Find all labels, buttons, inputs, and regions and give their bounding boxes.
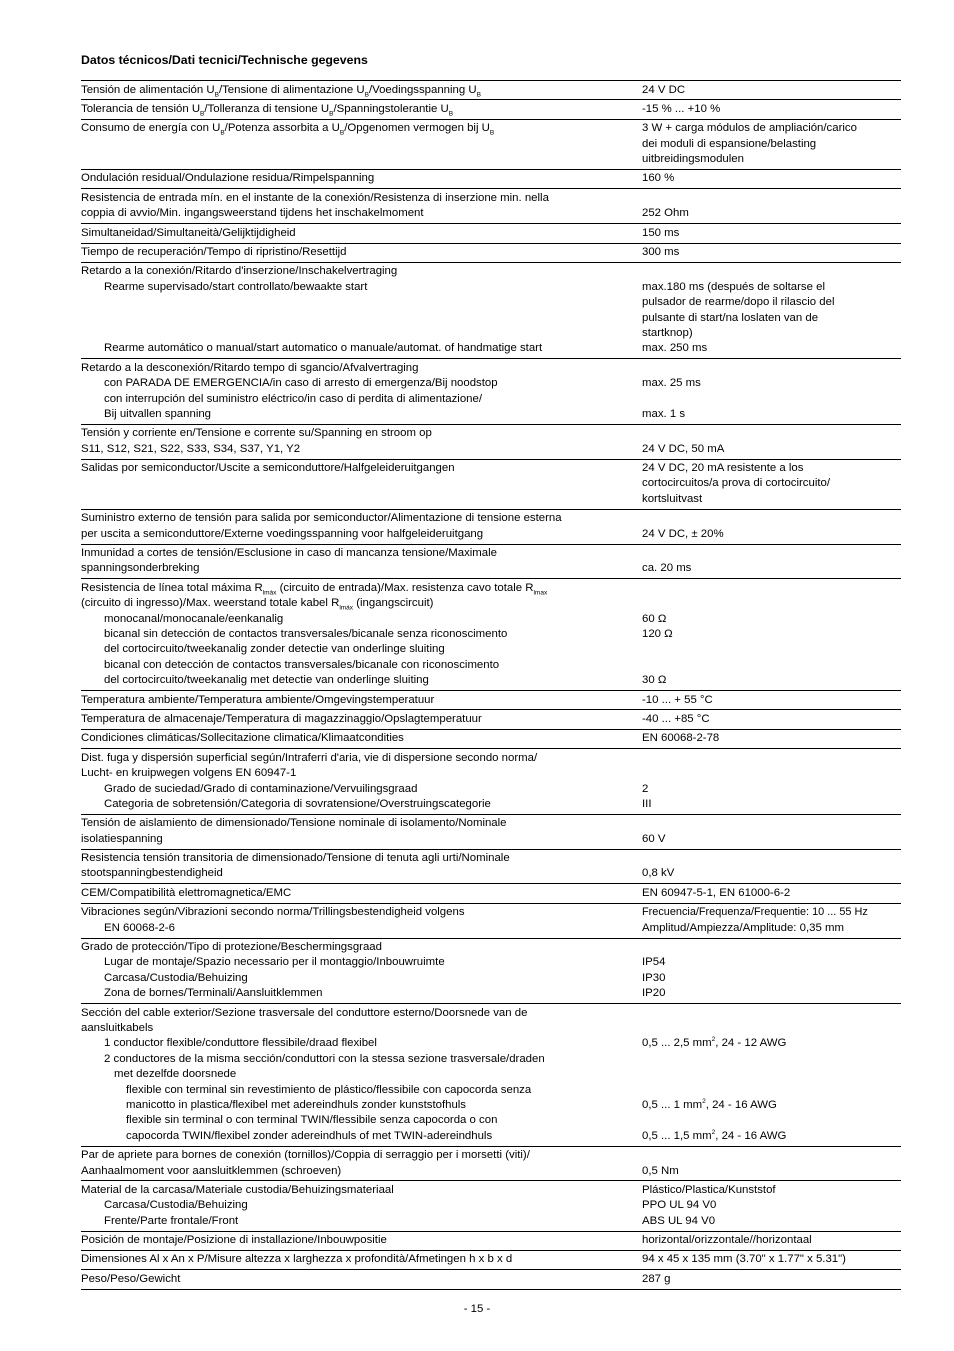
spec-value	[642, 102, 901, 117]
spec-row	[81, 81, 901, 100]
spec-label-line: Grado de protección/Tipo di protezione/Beschermingsgraad	[81, 941, 382, 954]
page-number: - 15 -	[463, 1303, 491, 1315]
spec-value	[642, 940, 901, 1002]
spec-value	[642, 1006, 901, 1145]
spec-label-line: Temperatura de almacenaje/Temperatura di magazzinaggio/Opslagtemperatuur	[81, 712, 482, 725]
spec-label	[81, 1252, 642, 1267]
spec-value-line: pulsante di start/na loslaten van de	[642, 311, 819, 324]
spec-label-line: bicanal sin detección de contactos transversales/bicanale senza riconoscimento	[104, 628, 508, 640]
spec-label-line: Rearme supervisado/start controllato/bewaakte start	[104, 280, 368, 293]
spec-label-line	[81, 311, 642, 326]
spec-label-line: 1 conductor flexible/conduttore flessibile/draad flexibel	[104, 1037, 377, 1050]
spec-row	[81, 460, 901, 510]
spec-label-line	[81, 295, 642, 310]
spec-value-line: 287 g	[642, 1272, 671, 1285]
spec-value	[642, 851, 901, 882]
spec-label-line: Tensión de aislamiento de dimensionado/Tensione nominale di isolamento/Nominale	[81, 817, 507, 830]
spec-label	[81, 461, 642, 507]
spec-label-line: 2 conductores de la misma sección/conduttori con la stessa sezione trasversale/draden	[104, 1052, 545, 1065]
spec-label	[81, 693, 642, 708]
spec-value-line	[642, 766, 901, 781]
spec-value	[642, 731, 901, 746]
spec-label-line: Resistencia de entrada mín. en el instante de la conexión/Resistenza di inserzione min. nella	[81, 191, 549, 204]
spec-value	[642, 191, 901, 222]
spec-value-line	[642, 1113, 901, 1128]
spec-label-line: Tensión de alimentación $U_B$/Tensione di alimentazione $U_B$/Voedingsspanning $U_B$	[81, 83, 481, 98]
spec-value-line: dei moduli di espansione/belasting	[642, 137, 817, 150]
spec-value-line: 300 ms	[642, 246, 680, 259]
spec-value-line: pulsador de rearme/dopo il rilascio del	[642, 296, 835, 309]
spec-label-line: spanningsonderbreking	[81, 562, 200, 575]
spec-label-line: Ondulación residual/Ondulazione residua/Rimpelspanning	[81, 172, 375, 185]
spec-row	[81, 100, 901, 119]
spec-label	[81, 264, 642, 356]
spec-row	[81, 510, 901, 545]
spec-label	[81, 361, 642, 423]
spec-row	[81, 170, 901, 189]
spec-label-line: Retardo a la conexión/Ritardo d'inserzione/Inschakelvertraging	[81, 265, 398, 278]
spec-value-line: 60 V	[642, 832, 666, 845]
spec-label	[81, 940, 642, 1002]
spec-value-line	[642, 392, 901, 407]
spec-value-line: 150 ms	[642, 226, 680, 239]
spec-row	[81, 579, 901, 691]
spec-value-line	[642, 581, 901, 596]
spec-label	[81, 191, 642, 222]
spec-label-line: Rearme automático o manual/start automatico o manuale/automat. of handmatige start	[104, 342, 543, 355]
spec-label-line: Dimensiones Al x An x P/Misure altezza x larghezza x profondità/Afmetingen h x b x d	[81, 1253, 513, 1266]
spec-value-line: max.180 ms (después de soltarse el	[642, 280, 825, 293]
spec-value-line	[642, 642, 901, 657]
spec-value-line: startknop)	[642, 326, 693, 339]
spec-label-line: Grado de suciedad/Grado di contaminazione/Vervuilingsgraad	[104, 782, 418, 795]
spec-value-line: -40 ... +85 °C	[642, 712, 710, 725]
spec-value	[642, 751, 901, 813]
spec-label-line: Dist. fuga y dispersión superficial según/Intraferri d'aria, vie di dispersione secondo norma/	[81, 751, 538, 764]
spec-value-line	[642, 851, 901, 866]
spec-value-line: IP54	[642, 956, 666, 969]
spec-value-line	[642, 1052, 901, 1067]
spec-value-line	[642, 751, 901, 766]
spec-label-line: capocorda TWIN/flexibel zonder adereindhuls of met TWIN-adereindhuls	[126, 1129, 493, 1142]
spec-value	[642, 693, 901, 708]
spec-value-line: ca. 20 ms	[642, 562, 692, 575]
spec-row	[81, 815, 901, 850]
spec-value-line: PPO UL 94 V0	[642, 1199, 717, 1212]
spec-label-line: coppia di avvio/Min. ingangsweerstand tijdens het inschakelmoment	[81, 207, 424, 220]
spec-value-line	[642, 426, 901, 441]
spec-label-line: Consumo de energía con $U_B$/Potenza assorbita a $U_B$/Opgenomen vermogen bij $U_B$	[81, 122, 495, 137]
spec-label-line: monocanal/monocanale/eenkanalig	[104, 612, 284, 625]
spec-value-line: IP20	[642, 987, 666, 1000]
spec-value-line: -15 % ... +10 %	[642, 102, 721, 115]
spec-value-line: -10 ... + 55 °C	[642, 693, 713, 706]
spec-label-line: per uscita a semiconduttore/Externe voedingsspanning voor halfgeleideruitgang	[81, 527, 484, 540]
spec-value-line	[642, 1021, 901, 1036]
spec-value-line: 60 Ω	[642, 612, 667, 625]
spec-value	[642, 886, 901, 901]
spec-label	[81, 1233, 642, 1248]
spec-label	[81, 1148, 642, 1179]
spec-value	[642, 461, 901, 507]
spec-value-line: ABS UL 94 V0	[642, 1214, 716, 1227]
spec-label	[81, 245, 642, 260]
spec-label-line: bicanal con detección de contactos transversales/bicanale con riconoscimento	[104, 658, 500, 671]
spec-row	[81, 904, 901, 939]
spec-value-line	[642, 546, 901, 561]
spec-label	[81, 712, 642, 727]
spec-row	[81, 120, 901, 170]
spec-value-line: max. 250 ms	[642, 342, 708, 355]
spec-value-line: 94 x 45 x 135 mm (3.70" x 1.77" x 5.31")	[642, 1253, 846, 1266]
spec-value-line: cortocircuitos/a prova di cortocircuito/	[642, 477, 831, 490]
spec-value-line	[642, 511, 901, 526]
spec-value-line: Plástico/Plastica/Kunststof	[642, 1183, 776, 1196]
spec-label	[81, 886, 642, 901]
spec-label-line: Retardo a la desconexión/Ritardo tempo di sgancio/Afvalvertraging	[81, 361, 419, 374]
spec-label-line: stootspanningbestendigheid	[81, 867, 223, 880]
spec-row	[81, 244, 901, 263]
spec-label	[81, 581, 642, 689]
spec-value	[642, 264, 901, 356]
spec-value-line: 120 Ω	[642, 628, 673, 640]
spec-label-line: Condiciones climáticas/Sollecitazione climatica/Klimaatcondities	[81, 732, 404, 745]
spec-label	[81, 171, 642, 186]
spec-value-line	[642, 1006, 901, 1021]
spec-row	[81, 224, 901, 243]
spec-label	[81, 121, 642, 167]
spec-value	[642, 171, 901, 186]
spec-value-line: 0,5 ... 2,5 $mm^2$, 24 - 12 AWG	[642, 1036, 787, 1050]
spec-value	[642, 121, 901, 167]
spec-row	[81, 1147, 901, 1182]
spec-label	[81, 751, 642, 813]
spec-label	[81, 511, 642, 542]
spec-label-line: Suministro externo de tensión para salida por semiconductor/Alimentazione di tensione esterna	[81, 512, 562, 525]
spec-value-line: 24 V DC, 20 mA resistente a los	[642, 462, 804, 475]
spec-label-line: Lucht- en kruipwegen volgens EN 60947-1	[81, 767, 297, 780]
spec-label-line: Tolerancia de tensión $U_B$/Tolleranza di tensione $U_B$/Spanningstolerantie $U_B$	[81, 102, 454, 118]
spec-label-line: Lugar de montaje/Spazio necessario per il montaggio/Inbouwruimte	[104, 956, 445, 969]
spec-value	[642, 1183, 901, 1229]
spec-label	[81, 83, 642, 98]
spec-label-line: Carcasa/Custodia/Behuizing	[104, 971, 248, 984]
spec-label-line: met dezelfde doorsnede	[114, 1068, 237, 1081]
spec-value-line: 0,5 ... 1,5 $mm^2$, 24 - 16 AWG	[642, 1128, 787, 1142]
spec-label-line: Vibraciones según/Vibrazioni secondo norma/Trillingsbestendigheid volgens	[81, 906, 465, 919]
spec-label-line: Aanhaalmoment voor aansluitklemmen (schroeven)	[81, 1164, 342, 1177]
spec-label-line: con interrupción del suministro eléctrico/in caso di perdita di alimentazione/	[104, 392, 482, 405]
spec-value	[642, 1252, 901, 1267]
spec-row	[81, 730, 901, 749]
spec-row	[81, 710, 901, 729]
spec-value-line	[642, 1083, 901, 1098]
spec-value-line: 3 W + carga módulos de ampliación/carico	[642, 122, 857, 135]
spec-label-line: Inmunidad a cortes de tensión/Esclusione in caso di mancanza tensione/Maximale	[81, 547, 497, 560]
spec-value-line: max. 1 s	[642, 407, 686, 420]
spec-value-line: IP30	[642, 971, 666, 984]
spec-value	[642, 426, 901, 457]
spec-label-line: del cortocircuito/tweekanalig zonder detectie van onderlinge sluiting	[104, 643, 445, 656]
spec-label-line	[81, 326, 642, 341]
spec-value	[642, 1233, 901, 1248]
spec-row	[81, 189, 901, 224]
spec-value-line	[642, 361, 901, 376]
spec-value-line	[642, 940, 901, 955]
spec-value-line	[642, 191, 901, 206]
spec-label-line: flexible con terminal sin revestimiento de plástico/flessibile con capocorda senza	[126, 1083, 532, 1096]
spec-value	[642, 361, 901, 423]
spec-label-line: Carcasa/Custodia/Behuizing	[104, 1199, 248, 1212]
spec-label-line: S11, S12, S21, S22, S33, S34, S37, Y1, Y2	[81, 442, 301, 455]
spec-label-line: Tiempo de recuperación/Tempo di ripristino/Resettijd	[81, 246, 347, 259]
spec-row	[81, 1270, 901, 1289]
spec-value	[642, 581, 901, 689]
spec-value	[642, 1272, 901, 1287]
spec-value-line: uitbreidingsmodulen	[642, 153, 744, 166]
spec-label	[81, 102, 642, 117]
spec-row	[81, 1004, 901, 1147]
spec-label-line: Tensión y corriente en/Tensione e corrente su/Spanning en stroom op	[81, 427, 432, 440]
spec-label	[81, 731, 642, 746]
spec-value-line: Amplitud/Ampiezza/Amplitude: 0,35 mm	[642, 921, 844, 934]
spec-row	[81, 939, 901, 1005]
spec-value-line: kortsluitvast	[642, 492, 703, 505]
spec-label-line: del cortocircuito/tweekanalig met detectie van onderlinge sluiting	[104, 674, 429, 687]
spec-row	[81, 749, 901, 815]
spec-label-line: EN 60068-2-6	[104, 921, 175, 934]
spec-row	[81, 1232, 901, 1251]
spec-value-line: 24 V DC, 50 mA	[642, 442, 725, 455]
spec-value-line: 0,5 ... 1 $mm^2$, 24 - 16 AWG	[642, 1098, 777, 1111]
spec-label-line: Sección del cable exterior/Sezione trasversale del conduttore esterno/Doorsnede van de	[81, 1006, 528, 1019]
spec-label	[81, 226, 642, 241]
spec-row	[81, 884, 901, 903]
spec-value	[642, 816, 901, 847]
spec-label-line: Zona de bornes/Terminali/Aansluitklemmen	[104, 987, 323, 1000]
spec-label	[81, 851, 642, 882]
spec-label-line: CEM/Compatibilità elettromagnetica/EMC	[81, 886, 292, 899]
spec-label	[81, 1183, 642, 1229]
spec-label-line: Posición de montaje/Posizione di installazione/Inbouwpositie	[81, 1234, 387, 1247]
spec-value	[642, 511, 901, 542]
spec-value	[642, 905, 901, 936]
spec-value	[642, 83, 901, 98]
spec-row	[81, 1251, 901, 1270]
spec-row	[81, 359, 901, 425]
spec-label-line: Salidas por semiconductor/Uscite a semiconduttore/Halfgeleideruitgangen	[81, 462, 455, 475]
spec-label-line: aansluitkabels	[81, 1021, 154, 1034]
spec-label-line: Resistencia tensión transitoria de dimensionado/Tensione di tenuta agli urti/Nominale	[81, 852, 510, 865]
spec-row	[81, 1181, 901, 1231]
spec-label-line	[81, 492, 642, 507]
spec-value-line: 2	[642, 782, 649, 795]
spec-label-line	[81, 476, 642, 491]
spec-row	[81, 691, 901, 710]
spec-value-line: max. 25 ms	[642, 377, 701, 390]
spec-value	[642, 245, 901, 260]
spec-label-line: Temperatura ambiente/Temperatura ambiente/Omgevingstemperatuur	[81, 693, 435, 706]
spec-value-line: 0,8 kV	[642, 867, 675, 880]
spec-value-line	[642, 1148, 901, 1163]
spec-label-line: (circuito di ingresso)/Max. weerstand totale kabel $R_{lmáx}$ (ingangscircuit)	[81, 597, 434, 612]
spec-value	[642, 226, 901, 241]
spec-value-line: 24 V DC, ± 20%	[642, 527, 724, 540]
spec-value-line: horizontal/orizzontale//horizontaal	[642, 1234, 812, 1247]
spec-table	[81, 80, 901, 1290]
spec-label-line: Simultaneidad/Simultaneità/Gelijktijdigheid	[81, 226, 296, 239]
spec-label	[81, 1006, 642, 1145]
spec-label-line: con PARADA DE EMERGENCIA/in caso di arresto di emergenza/Bij noodstop	[104, 377, 498, 390]
spec-value-line: 252 Ohm	[642, 207, 689, 220]
spec-value-line: III	[642, 797, 652, 810]
spec-value-line: Frecuencia/Frequenza/Frequentie: 10 ... 55 Hz	[642, 906, 868, 919]
spec-label-line: manicotto in plastica/flexibel met adereindhuls zonder kunststofhuls	[126, 1098, 467, 1111]
spec-value-line	[642, 1067, 901, 1082]
spec-value	[642, 1148, 901, 1179]
spec-value-line	[642, 816, 901, 831]
spec-label-line: Par de apriete para bornes de conexión (tornillos)/Coppia di serraggio per i morsetti (viti)/	[81, 1149, 530, 1162]
spec-value-line	[642, 658, 901, 673]
spec-value	[642, 546, 901, 577]
spec-label	[81, 1272, 642, 1287]
spec-value-line: 24 V DC	[642, 83, 686, 96]
spec-value-line: EN 60068-2-78	[642, 732, 720, 745]
spec-label	[81, 816, 642, 847]
spec-label-line: Bij uitvallen spanning	[104, 407, 212, 420]
spec-label-line: Categoria de sobretensión/Categoria di sovratensione/Overstruingscategorie	[104, 797, 491, 810]
spec-label	[81, 905, 642, 936]
spec-label-line: Resistencia de línea total máxima $R_{lmáx}$ (circuito de entrada)/Max. resistenza cavo totale $R_{lmax}$	[81, 581, 548, 597]
spec-row	[81, 263, 901, 359]
spec-value-line: EN 60947-5-1, EN 61000-6-2	[642, 886, 791, 899]
spec-value-line: 160 %	[642, 172, 675, 185]
spec-value-line: 30 Ω	[642, 674, 667, 687]
spec-label-line: Frente/Parte frontale/Front	[104, 1214, 239, 1227]
spec-label-line: Peso/Peso/Gewicht	[81, 1272, 181, 1285]
spec-label	[81, 546, 642, 577]
spec-row	[81, 425, 901, 460]
spec-value-line	[642, 596, 901, 611]
spec-value-line	[642, 264, 901, 279]
spec-value	[642, 712, 901, 727]
spec-row	[81, 850, 901, 885]
spec-label-line: isolatiespanning	[81, 832, 163, 845]
spec-label-line: flexible sin terminal o con terminal TWIN/flessibile senza capocorda o con	[126, 1114, 498, 1127]
spec-label-line: Material de la carcasa/Materiale custodia/Behuizingsmateriaal	[81, 1183, 394, 1196]
spec-row	[81, 545, 901, 580]
spec-value-line: 0,5 Nm	[642, 1164, 679, 1177]
spec-label	[81, 426, 642, 457]
page-title: Datos técnicos/Dati tecnici/Technische gegevens	[81, 53, 368, 67]
